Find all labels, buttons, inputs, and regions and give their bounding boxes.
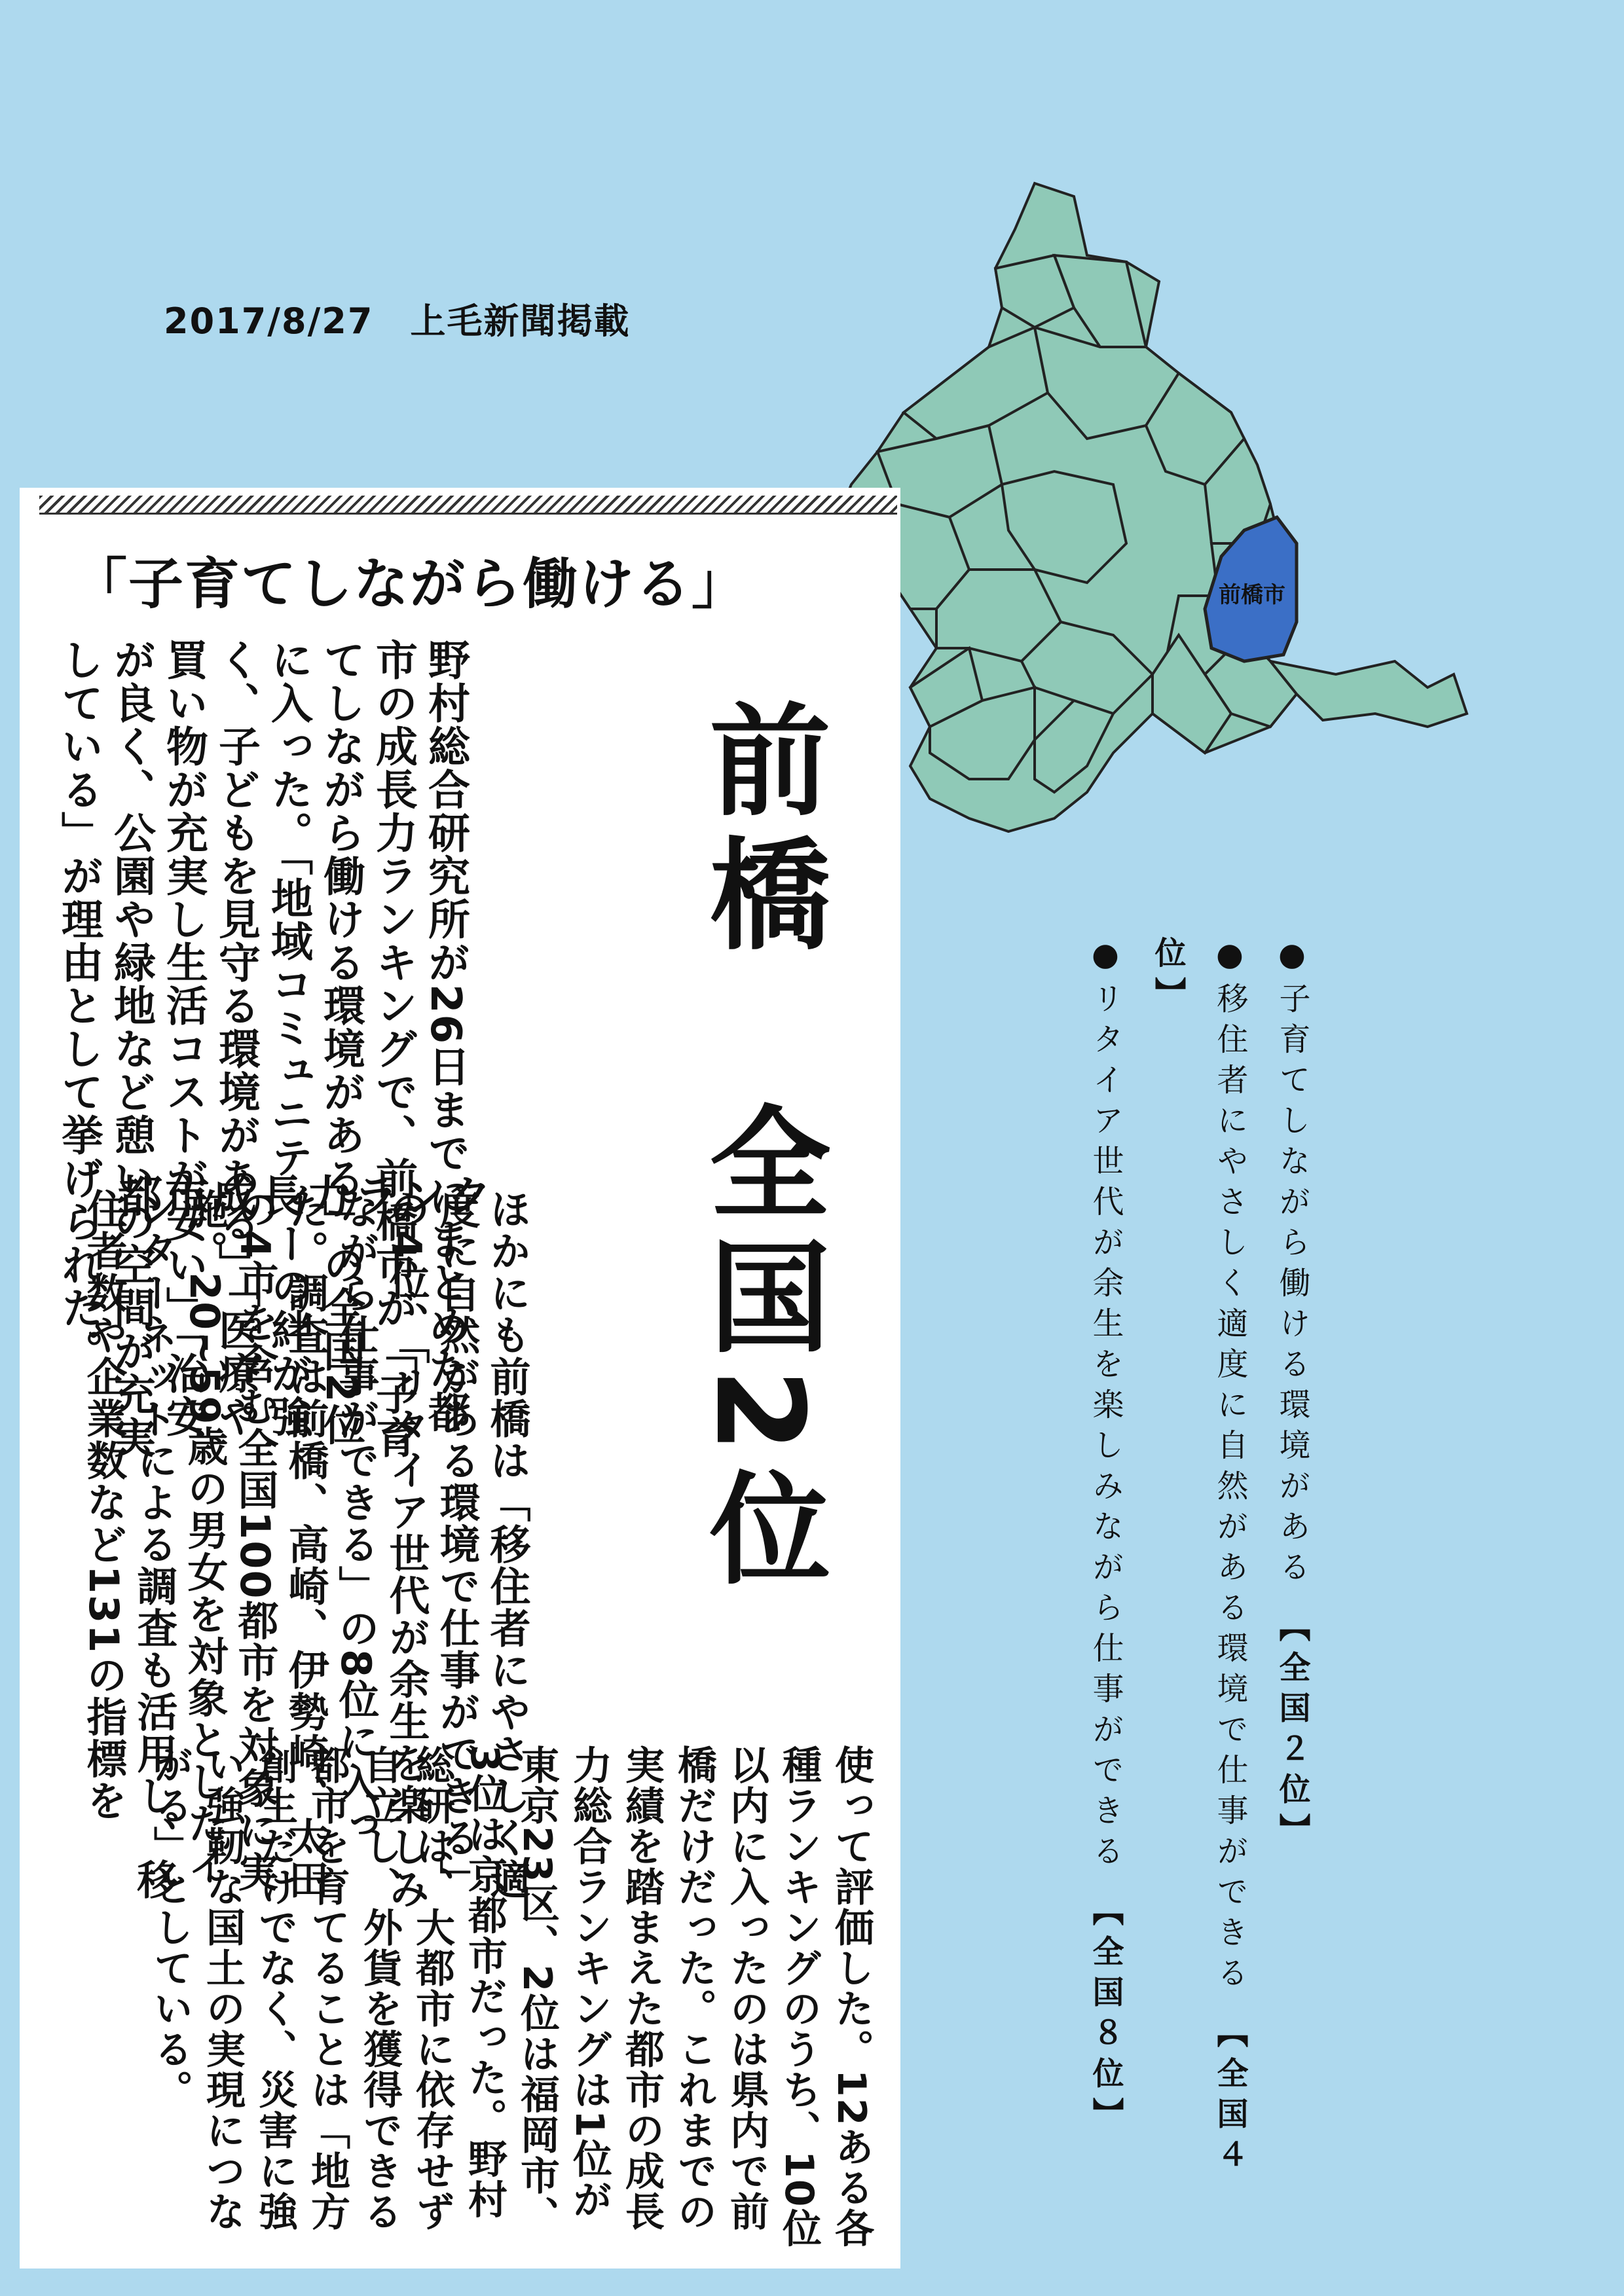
date-source-line: 2017/8/27 上毛新聞掲載	[164, 301, 631, 342]
bullet-item-retirees	[1074, 936, 1136, 2232]
bullet-rank: 【全国２位】	[1274, 1610, 1310, 1854]
bullet-rank: 【全国４位】	[1149, 936, 1248, 2179]
bullet-text: ●移住者にやさしく適度に自然がある環境で仕事ができる	[1211, 936, 1248, 1997]
bullet-rank: 【全国８位】	[1087, 1894, 1124, 2138]
bullet-text: ●リタイア世代が余生を楽しみながら仕事ができる	[1087, 936, 1124, 1875]
maebashi-label: 前橋市	[1219, 582, 1285, 608]
bullet-item-migrants	[1136, 936, 1261, 2232]
bullet-item-childcare	[1261, 936, 1323, 2232]
gunma-map	[838, 177, 1519, 864]
clipping-top-border	[39, 496, 897, 515]
article-subheadline: 都市成長力ランク	[118, 1172, 494, 1224]
map-municipalities	[838, 183, 1467, 831]
ranking-bullets	[1074, 936, 1323, 2232]
article-headline: 「子育てしながら働ける」	[72, 552, 748, 616]
article-paragraph-3: 使って評価した。12ある各種ランキングのうち、10位以内に入ったのは県内で前橋だけだった。これまでの実績を踏まえた都市の成長力総合ランキングは1位が東京23区、2位は福岡市、3位は京都市だった。野村総研は、大都市に依存せず自立し、外貨を獲得できる都市を育てることは「地方創生だけでなく、災害に強い強靭な国土の実現につながる」としている。	[147, 1745, 874, 2249]
bullet-text: ●子育てしながら働ける環境がある	[1274, 936, 1310, 1591]
newspaper-clipping	[20, 488, 900, 2269]
article-big-headline: 前橋 全国2位	[689, 697, 830, 1600]
article-paragraph-2: ほかにも前橋は「移住者にやさしく適度に自然がある環境で仕事ができる」の4位、「リタイア世代が余生を楽しみながら仕事ができる」の8位に入った。調査は前橋、高崎、伊勢崎、太田の4市を含む全国100都市を対象に実施。20~59歳の男女を対象としたインターネットによる調査も活用し、移住者数や企業数など131の指標を	[80, 1188, 531, 1910]
article-paragraph-1: 野村総合研究所が26日までにまとめた都市の成長力ランキングで、前橋市が「子育てしながら働ける環境がある」の全国2位に入った。「地域コミュニティーの絆が強く、子どもを見守る環境がある」「医療や買い物が充実し生活コストが安い」「治安が良く、公園や緑地など憩いの空間が充実している」が理由として挙げられた。	[54, 638, 470, 1459]
